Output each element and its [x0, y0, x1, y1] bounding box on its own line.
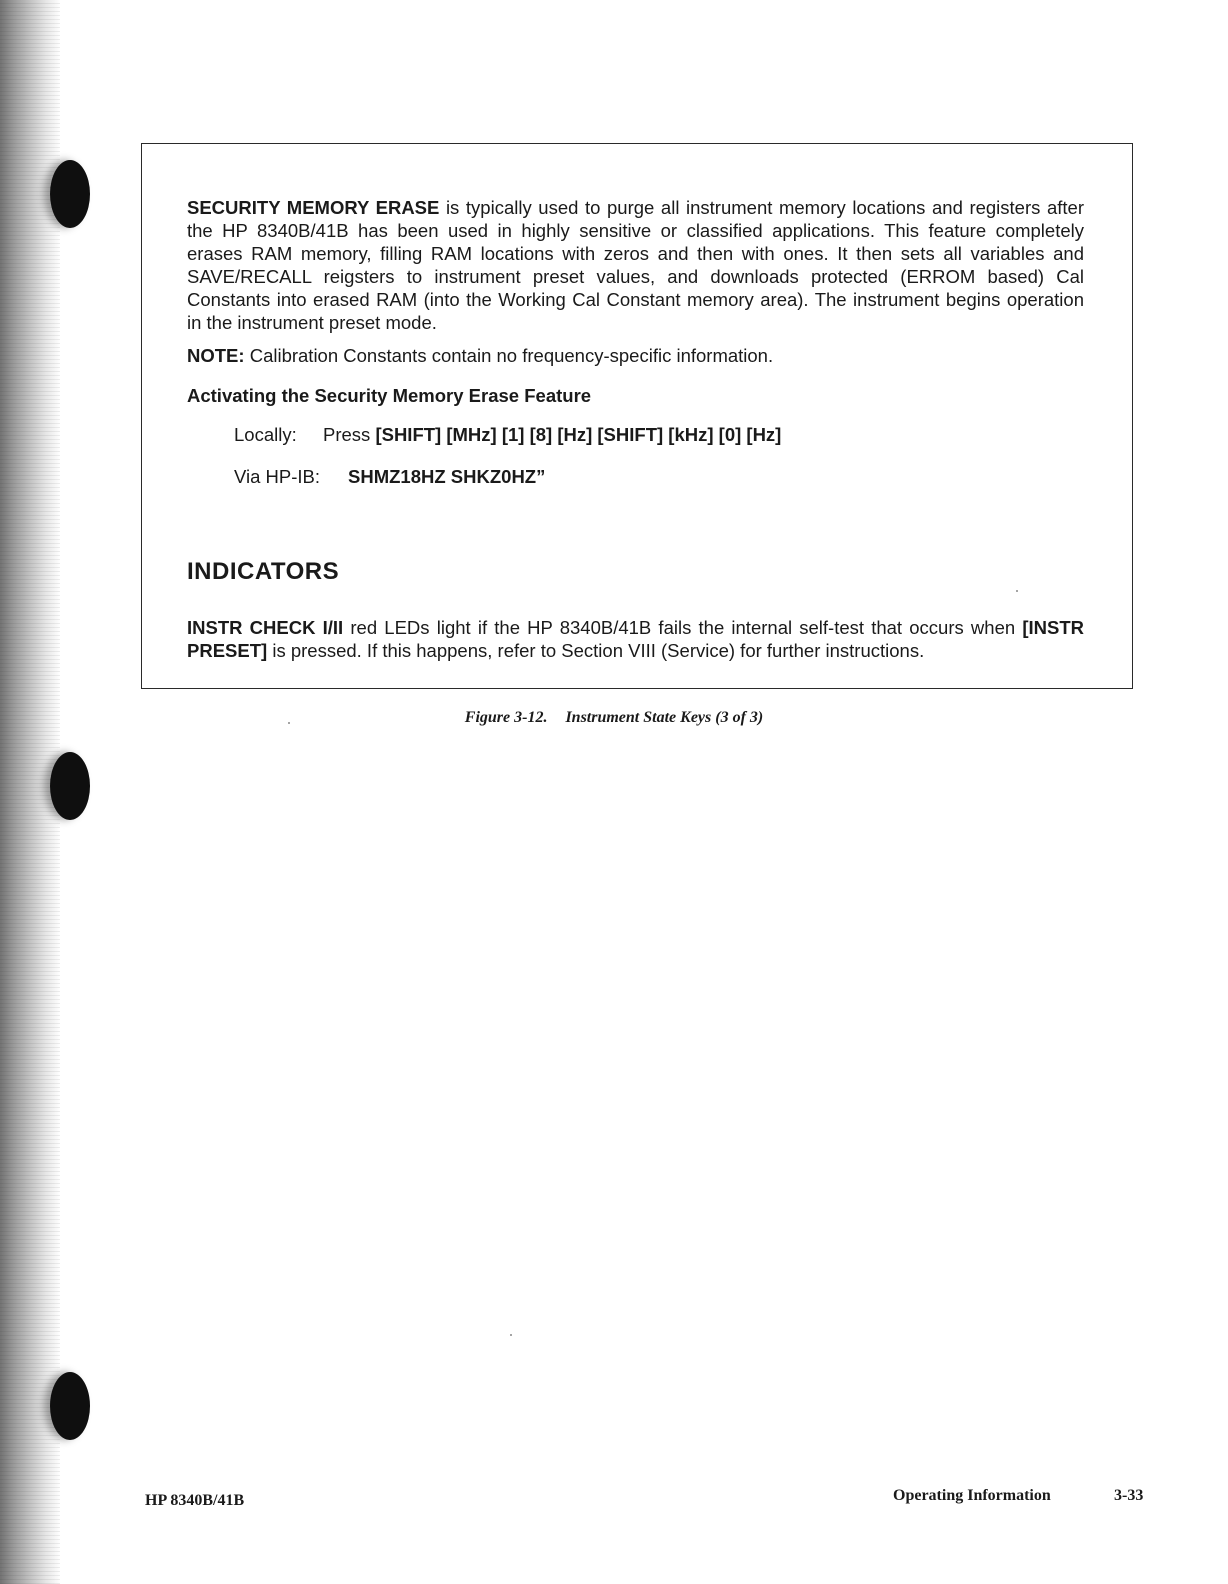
indicators-heading: INDICATORS — [187, 558, 340, 585]
local-command-row — [234, 424, 781, 446]
hpib-label: Via HP-IB: — [234, 466, 321, 487]
footer-model: HP 8340B/41B — [145, 1492, 245, 1509]
indicators-text-1: red LEDs light if the HP 8340B/41B fails the internal self-test that occurs when — [343, 617, 1023, 638]
figure-number: Figure 3-12. — [464, 709, 548, 726]
indicators-lead: INSTR CHECK I/II — [187, 617, 344, 638]
local-label: Locally: — [234, 424, 297, 445]
footer-section: Operating Information — [893, 1487, 1051, 1504]
note-label: NOTE: — [187, 345, 245, 366]
binder-hole — [50, 752, 90, 820]
hpib-command-row — [234, 466, 545, 488]
activating-heading: Activating the Security Memory Erase Feature — [187, 385, 592, 406]
scan-speck — [1016, 590, 1018, 592]
scan-speck — [510, 1334, 512, 1336]
note-text: Calibration Constants contain no frequency-specific information. — [244, 345, 774, 366]
indicators-text-2: is pressed. If this happens, refer to Section VIII (Service) for further instructions. — [267, 640, 925, 661]
binder-hole — [50, 1372, 90, 1440]
indicators-paragraph — [187, 616, 1084, 662]
security-paragraph — [187, 196, 1084, 334]
figure-title: Instrument State Keys (3 of 3) — [565, 709, 764, 726]
security-lead: SECURITY MEMORY ERASE — [187, 197, 440, 218]
binder-hole — [50, 160, 90, 228]
instr-preset-key: [INSTR PRESET] — [187, 617, 1084, 661]
local-keys: [SHIFT] [MHz] [1] [8] [Hz] [SHIFT] [kHz] [0] [Hz] — [375, 424, 782, 445]
scan-speck — [288, 722, 290, 724]
figure-caption — [0, 709, 1228, 727]
note-paragraph — [187, 344, 1084, 367]
page-number: 3-33 — [1114, 1487, 1144, 1504]
local-press: Press — [323, 424, 376, 445]
security-text: is typically used to purge all instrument memory locations and registers after the HP 8340B/41B has been used in highly sensitive or classified applications. This feature completely erases RAM memory, filling RAM locations with zeros and then with ones. It then sets all variables and SAVE/RECALL reigsters to instrument preset values, and downloads protected (ERROM based) Cal Constants into erased RAM (into the Working Cal Constant memory area). The instrument begins operation in the instrument preset mode. — [187, 197, 1084, 333]
hpib-command: SHMZ18HZ SHKZ0HZ” — [348, 466, 546, 487]
